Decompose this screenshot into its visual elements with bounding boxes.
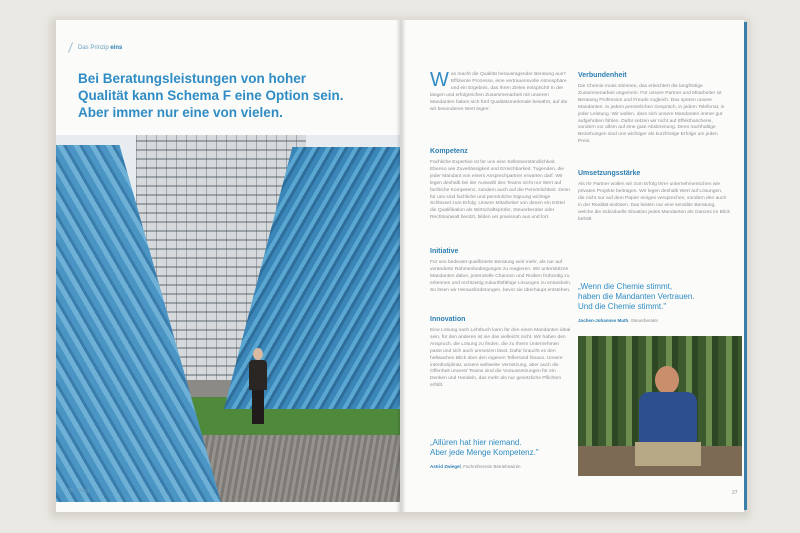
paragraph-umsetzungsstaerke: Als Ihr Partner wollen wir zum Erfolg Ihrer unternehmerischen wie privaten Projekte beitragen. Wir legen deshalb Wert auf Lösungen, die nicht nur auf dem Papier einiges versprechen, sondern den auch in der Realität einlösen. Das leisten nur eine sensible Beratung, welche die individuelle Situation jedes Mandanten als Ganzes im Blick behält. <box>578 182 730 222</box>
section-label-prefix: Das Prinzip <box>78 45 109 51</box>
heading-umsetzungsstaerke: Umsetzungsstärke <box>578 170 641 177</box>
quote-role-left: , Fachreferentin Betriebswirtin <box>460 464 521 469</box>
pull-quote-left-line: „Allüren hat hier niemand. <box>430 438 522 447</box>
section-slash <box>68 42 73 53</box>
intro-text: as macht die Qualität herausragender Beratung aus? Effiziente Prozesse, eine vertrauensvolle Atmosphäre und ein Ergebnis, das Ihren Zielen entspricht! In der langen und erfolgreichen Zusammenarbeit mit unseren Mandanten haben sich fünf Qualitätsmerkmale bewährt, auf die wir besonderen Wert legen: <box>430 72 568 112</box>
heading-innovation: Innovation <box>430 316 466 323</box>
book-spine <box>396 20 406 512</box>
portrait-photo <box>578 336 742 476</box>
man-torso <box>639 392 697 442</box>
pull-quote-right-line: „Wenn die Chemie stimmt, <box>578 282 673 291</box>
quote-author-left: Astrid Zwiegel <box>430 464 461 469</box>
intro-paragraph <box>430 69 572 113</box>
dropcap: W <box>430 69 449 91</box>
page-number-right: 27 <box>732 490 738 496</box>
page-number-left: 26 <box>68 488 74 494</box>
brand-name: dhpg <box>77 488 89 494</box>
headline-line: Aber immer nur eine von vielen. <box>78 105 283 120</box>
sculpture-photo <box>56 135 400 502</box>
quote-author-right: Jochen-Johannes Muth <box>578 318 629 323</box>
pull-quote-left-line: Aber jede Menge Kompetenz." <box>430 448 539 457</box>
standing-person <box>246 348 270 424</box>
pull-quote-right-cite <box>578 318 730 323</box>
person-legs <box>252 390 264 424</box>
person-body <box>249 360 267 390</box>
cover-edge <box>744 22 747 510</box>
section-label-bold: eins <box>110 45 123 51</box>
headline <box>78 70 378 121</box>
quote-role-right: , Steuerberater <box>628 318 659 323</box>
pull-quote-right-line: Und die Chemie stimmt." <box>578 302 667 311</box>
heading-initiative: Initiative <box>430 248 459 255</box>
pull-quote-left <box>430 438 580 458</box>
pull-quote-right-line: haben die Mandanten Vertrauen. <box>578 292 695 301</box>
paragraph-initiative: Für uns bedeutet qualifizierte Beratung weit mehr, als nur auf veränderte Rahmenbedingungen zu reagieren. Wir unterstützen Mandanten dabei, potenzielle Chancen und Risiken frühzeitig zu erkennen und rechtzeitig zukunftsfähige Lösungen zu entwickeln. So lösen wir Herausforderungen, bevor sie überhaupt entstehen. <box>430 260 572 293</box>
footer-left <box>68 488 89 494</box>
person-head <box>253 348 263 360</box>
pull-quote-left-cite <box>430 464 580 469</box>
man-legs <box>635 442 701 466</box>
right-page <box>400 20 744 512</box>
paragraph-verbundenheit: Die Chemie muss stimmen, das erleichtert die langfristige Zusammenarbeit ungemein. Für unsere Partner und Mitarbeiter ist Beratung Profession und Freude zugleich. Das spüren unsere Mandanten. In jedem persönlichen Gespräch, in jedem Telefonat, in jeder Leistung. Wir wollen, dass sich unsere Mandanten immer gut aufgehoben fühlen. Dafür setzen wir nicht auf Effekthascherei, sondern vor allem auf eine gute Abstimmung. Denn nachhaltige Beziehungen sind uns wichtiger als kurzfristige Erfolge um jeden Preis. <box>578 84 725 145</box>
heading-kompetenz: Kompetenz <box>430 148 468 155</box>
seated-man <box>633 366 703 476</box>
heading-verbundenheit: Verbundenheit <box>578 72 627 79</box>
left-page <box>56 20 400 512</box>
headline-line: Bei Beratungsleistungen von hoher <box>78 71 307 86</box>
section-label <box>78 45 122 51</box>
pull-quote-right <box>578 282 730 312</box>
paragraph-kompetenz: Fachliche Expertise ist für uns eine Selbstverständlichkeit. Ebenso wie Zuverlässigkeit und Erreichbarkeit. Tugenden, die jeder Mandant von einem Ansprechpartner erwarten darf. Wir legen deshalb bei der Auswahl des Teams nicht nur Wert auf fachliche Kompetenz, sondern auch auf die Persönlichkeit. Denn für uns sind fachliche und persönliche Eignung wichtige Schlüssel zum Erfolg. Unsere Mitarbeiter von denen ein Drittel die Qualifikation als Wirtschaftsprüfer, Steuerberater oder Rechtsanwalt besitzt, bilden wir praxisnah aus und fort. <box>430 160 571 221</box>
man-head <box>655 366 679 394</box>
headline-line: Qualität kann Schema F eine Option sein. <box>78 88 344 103</box>
paragraph-innovation: Eine Lösung nach Lehrbuch kann für den einen Mandanten ideal sein, für den anderen ist sie das vielleicht nicht. Wir haben den Anspruch, die Lösung zu finden, die zu Ihrem Unternehmen passt und sich auch umsetzen lässt. Dafür braucht es den hellwachen Blick über den eigenen Tellerrand hinaus. Unsere interdisziplinär, unsere weltweite Vernetzung, aber auch die Offenheit unserer Teams sind die Voraussetzungen für ein Denken und Handeln, das mehr als nur gesetzliche Pflichten erfüllt. <box>430 328 571 389</box>
